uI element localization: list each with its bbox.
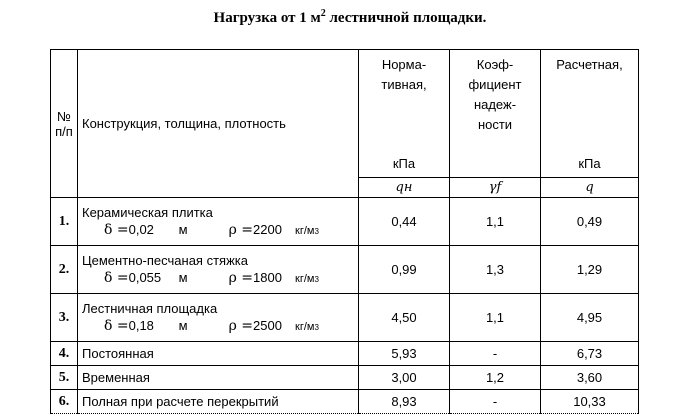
- row-coef: -: [450, 342, 541, 366]
- row-number: 1.: [51, 198, 78, 246]
- load-table: [50, 49, 639, 414]
- row-construction: Лестничная площадка δ = 0,18 м ρ = 2500 кг/м 3: [78, 294, 359, 342]
- table-title: Нагрузка от 1 $м^2$ лестничной площадки.: [213, 8, 487, 26]
- col-coef-header: Коэф- фициент надеж- ности: [450, 50, 541, 178]
- row-construction: Цементно-песчаная стяжка δ = 0,055 м ρ = 1800 кг/м 3: [78, 246, 359, 294]
- row-coef: 1,3: [450, 246, 541, 294]
- row-number: 6.: [51, 390, 78, 414]
- row-normative: 5,93: [359, 342, 450, 366]
- col-normative-header: Норма- тивная, кПа: [359, 50, 450, 178]
- row-normative: 4,50: [359, 294, 450, 342]
- row-normative: 0,99: [359, 246, 450, 294]
- row-calc: 3,60: [541, 366, 639, 390]
- header-row: [51, 50, 639, 178]
- table-row: [51, 246, 639, 294]
- row-coef: 1,1: [450, 294, 541, 342]
- row-calc: 4,95: [541, 294, 639, 342]
- table-row: [51, 198, 639, 246]
- row-number: 4.: [51, 342, 78, 366]
- sym-calc: q: [541, 178, 639, 198]
- row-construction: Керамическая плитка δ = 0,02 м ρ = 2200 кг/м 3: [78, 198, 359, 246]
- row-coef: 1,2: [450, 366, 541, 390]
- col-construction-header: Конструкция, толщина, плотность: [78, 50, 359, 198]
- row-number: 2.: [51, 246, 78, 294]
- row-calc: 1,29: [541, 246, 639, 294]
- row-calc: 0,49: [541, 198, 639, 246]
- col-no-header: № п/п: [51, 50, 78, 198]
- row-calc: 6,73: [541, 342, 639, 366]
- row-coef: -: [450, 390, 541, 414]
- table-row: [51, 366, 639, 390]
- row-construction: Постоянная: [78, 342, 359, 366]
- row-normative: 8,93: [359, 390, 450, 414]
- row-coef: 1,1: [450, 198, 541, 246]
- row-normative: 3,00: [359, 366, 450, 390]
- row-construction: Полная при расчете перекрытий: [78, 390, 359, 414]
- table-row: [51, 294, 639, 342]
- row-number: 5.: [51, 366, 78, 390]
- table-row: [51, 390, 639, 414]
- row-construction: Временная: [78, 366, 359, 390]
- table-row: [51, 342, 639, 366]
- row-normative: 0,44: [359, 198, 450, 246]
- row-number: 3.: [51, 294, 78, 342]
- row-calc: 10,33: [541, 390, 639, 414]
- col-calc-header: Расчетная, кПа: [541, 50, 639, 178]
- sym-coef: γf: [450, 178, 541, 198]
- sym-normative: qн: [359, 178, 450, 198]
